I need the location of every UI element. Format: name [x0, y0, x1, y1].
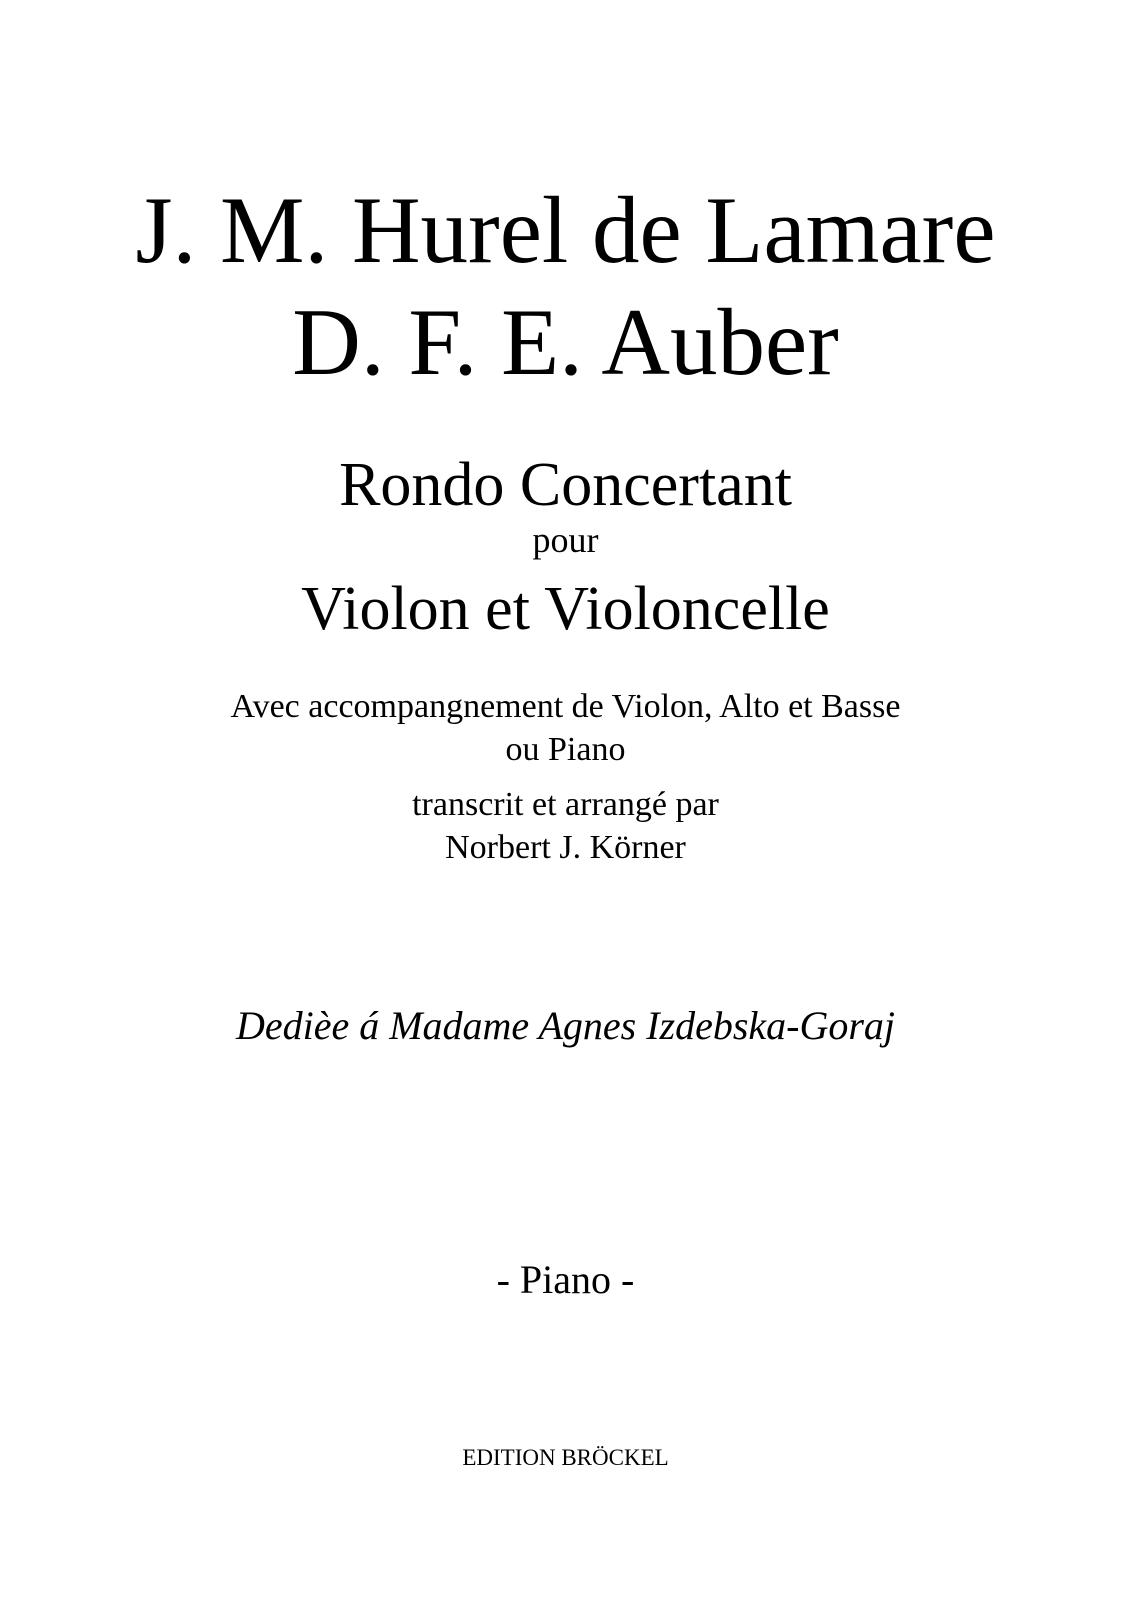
dedication: Dediѐe á Madame Agnes Izdebska-Goraj	[235, 1003, 896, 1048]
instrumentation: Violon et Violoncelle	[301, 575, 830, 643]
work-title: Rondo Concertant	[339, 451, 792, 519]
accompaniment-line-1: Avec accompangnement de Violon, Alto et Basse	[230, 688, 901, 725]
arrangement-credit-line-1: transcrit et arrangé par	[412, 786, 719, 823]
arranger-name: Norbert J. Körner	[445, 829, 686, 866]
part-name: - Piano -	[496, 1257, 635, 1302]
composer-line-1: J. M. Hurel de Lamare	[135, 177, 996, 283]
composer-line-2: D. F. E. Auber	[292, 289, 839, 395]
title-connector: pour	[532, 520, 599, 560]
accompaniment-line-2: ou Piano	[505, 731, 626, 768]
publisher: EDITION BRÖCKEL	[462, 1445, 669, 1470]
